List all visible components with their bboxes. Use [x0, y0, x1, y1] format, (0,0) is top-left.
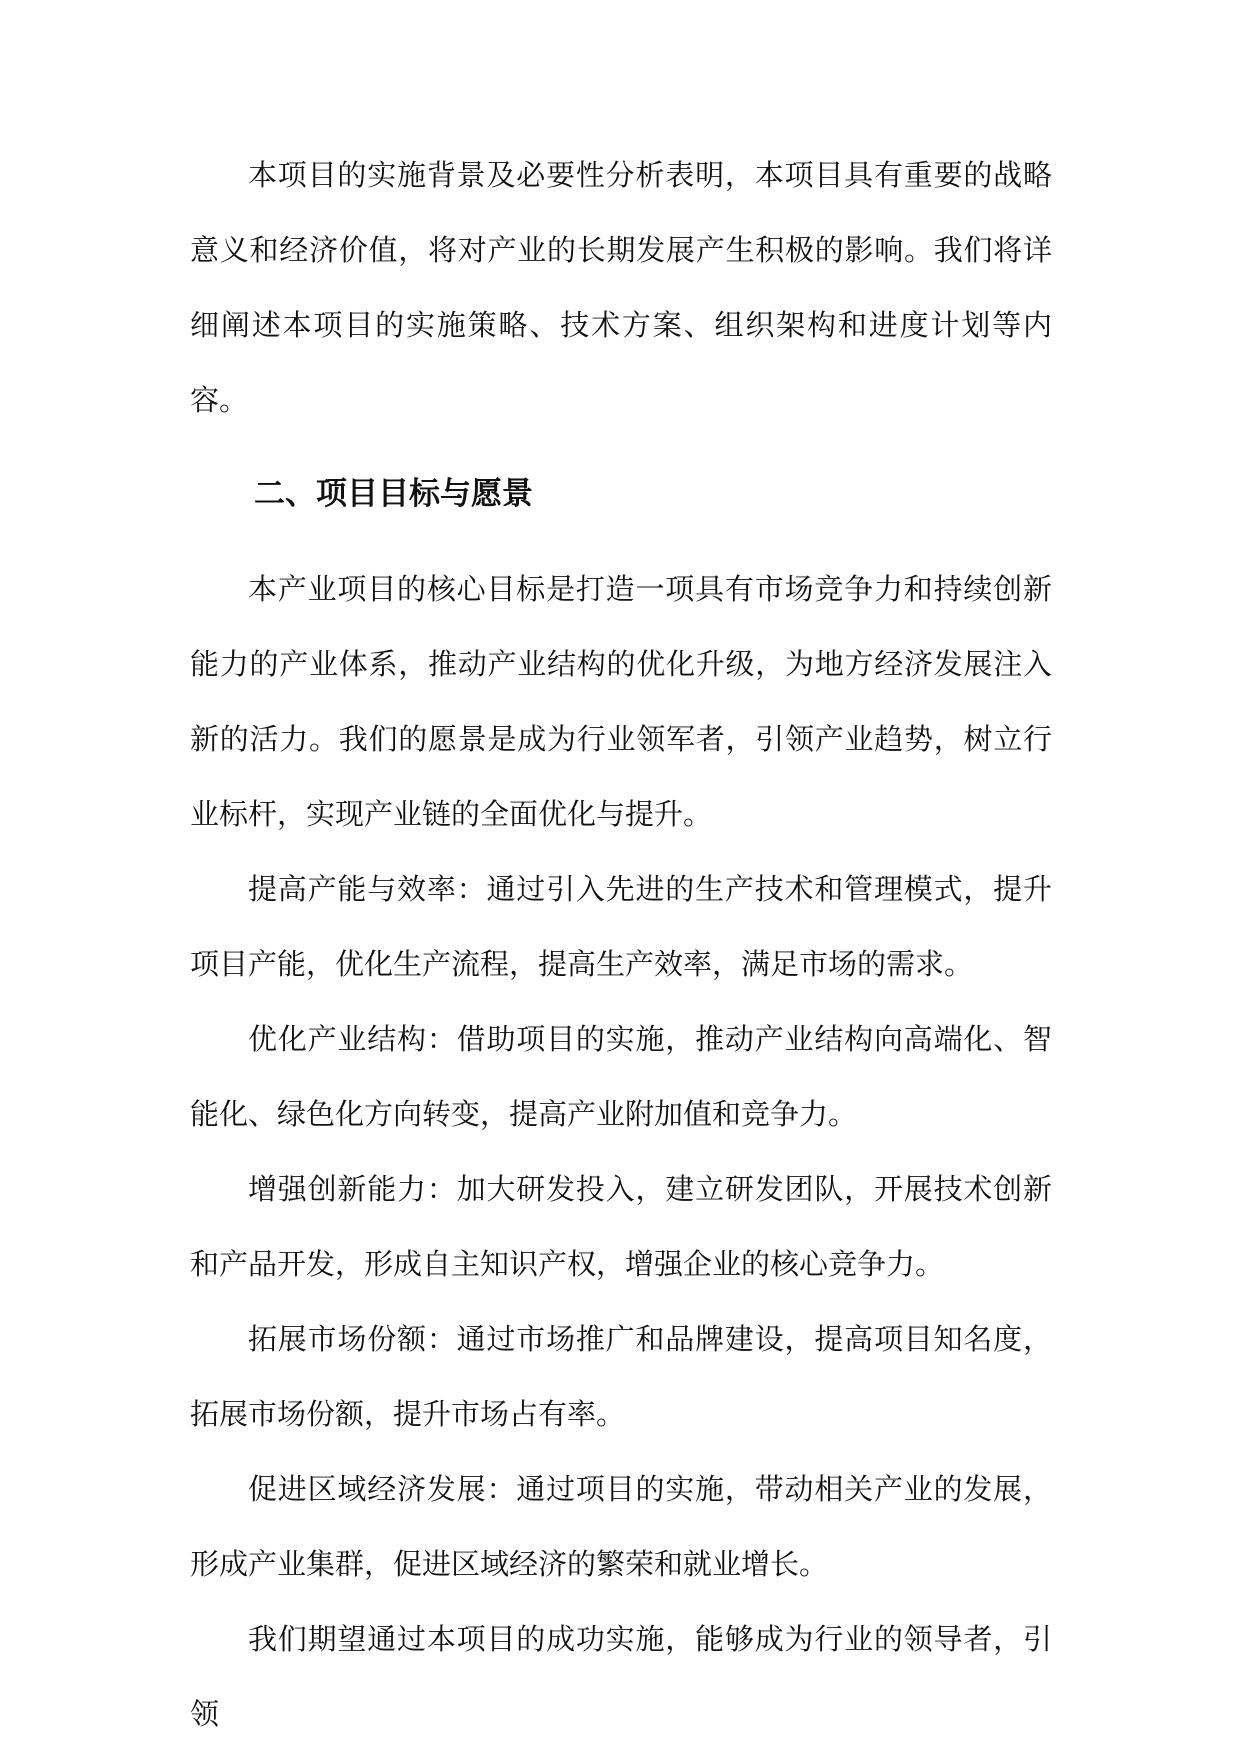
- paragraph-expectation: 我们期望通过本项目的成功实施，能够成为行业的领导者，引领: [190, 1622, 1052, 1731]
- paragraph-capacity-efficiency: 提高产能与效率：通过引入先进的生产技术和管理模式，提升项目产能，优化生产流程，提高生产效率，满足市场的需求。: [190, 872, 1052, 981]
- section-heading: 二、项目目标与愿景: [254, 476, 533, 512]
- paragraph-core-goal: 本产业项目的核心目标是打造一项具有市场竞争力和持续创新能力的产业体系，推动产业结构的优化升级，为地方经济发展注入新的活力。我们的愿景是成为行业领军者，引领产业趋势，树立行业标杆，实现产业链的全面优化与提升。: [190, 572, 1052, 831]
- paragraph-innovation: 增强创新能力：加大研发投入，建立研发团队，开展技术创新和产品开发，形成自主知识产权，增强企业的核心竞争力。: [190, 1172, 1052, 1281]
- intro-paragraph: 本项目的实施背景及必要性分析表明，本项目具有重要的战略意义和经济价值，将对产业的长期发展产生积极的影响。我们将详细阐述本项目的实施策略、技术方案、组织架构和进度计划等内容。: [190, 158, 1052, 417]
- paragraph-industry-structure: 优化产业结构：借助项目的实施，推动产业结构向高端化、智能化、绿色化方向转变，提高产业附加值和竞争力。: [190, 1022, 1052, 1131]
- paragraph-market-share: 拓展市场份额：通过市场推广和品牌建设，提高项目知名度，拓展市场份额，提升市场占有率。: [190, 1322, 1052, 1431]
- paragraph-regional-economy: 促进区域经济发展：通过项目的实施，带动相关产业的发展，形成产业集群，促进区域经济的繁荣和就业增长。: [190, 1472, 1052, 1581]
- document-body: [190, 138, 1052, 1752]
